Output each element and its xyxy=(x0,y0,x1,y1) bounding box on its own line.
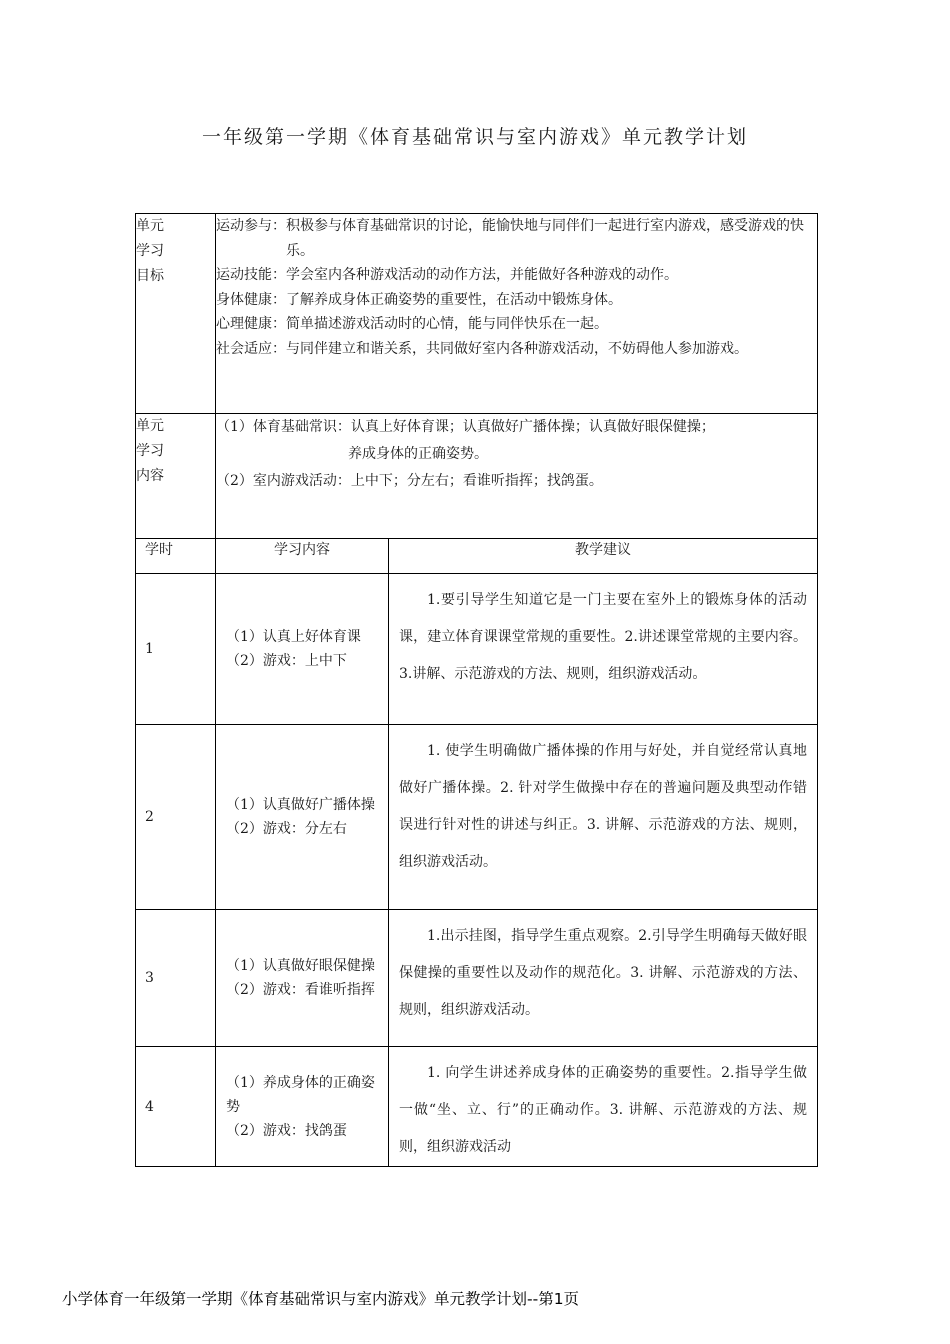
goal-text: 简单描述游戏活动时的心情，能与同伴快乐在一起。 xyxy=(286,316,608,332)
period-number: 2 xyxy=(136,725,216,910)
goals-label-line: 单元 xyxy=(136,218,164,234)
goal-text: 积极参与体育基础常识的讨论，能愉快地与同伴们一起进行室内游戏，感受游戏的快乐。 xyxy=(286,218,804,259)
lesson-line: （2）游戏：找鸽蛋 xyxy=(226,1122,347,1139)
lesson-line: （1）认真做好眼保健操 xyxy=(226,958,375,974)
goals-label xyxy=(136,214,216,414)
teaching-advice: 1. 向学生讲述养成身体的正确姿势的重要性。2.指导学生做一做“坐、立、行”的正确动作。3. 讲解、示范游戏的方法、规则，组织游戏活动 xyxy=(389,1047,818,1167)
header-period: 学时 xyxy=(136,539,216,574)
period-number: 1 xyxy=(136,574,216,725)
lesson-line: （1）认真上好体育课 xyxy=(226,629,361,645)
contents-label-line: 学习 xyxy=(136,443,164,459)
goals-cell xyxy=(216,214,818,414)
lesson-line: （2）游戏：分左右 xyxy=(226,821,347,837)
lesson-line: （1）认真做好广播体操 xyxy=(226,797,375,813)
page-footer: 小学体育一年级第一学期《体育基础常识与室内游戏》单元教学计划--第1页 xyxy=(62,1290,580,1308)
goals-label-line: 目标 xyxy=(136,268,164,284)
goal-text: 了解养成身体正确姿势的重要性，在活动中锻炼身体。 xyxy=(286,291,622,308)
lesson-content xyxy=(216,1047,389,1167)
goal-item xyxy=(216,288,817,313)
contents-cell xyxy=(216,414,818,539)
contents-line: （1）体育基础常识：认真上好体育课；认真做好广播体操；认真做好眼保健操； xyxy=(216,419,715,435)
table-row xyxy=(136,1047,818,1167)
header-content: 学习内容 xyxy=(216,539,389,574)
header-advice: 教学建议 xyxy=(389,539,818,574)
header-row xyxy=(136,539,818,574)
goal-text: 学会室内各种游戏活动的动作方法，并能做好各种游戏的动作。 xyxy=(286,267,678,283)
contents-label-line: 内容 xyxy=(136,468,164,484)
period-number: 3 xyxy=(136,910,216,1047)
goal-item xyxy=(216,312,817,337)
goal-item xyxy=(216,214,817,263)
goal-head: 运动参与： xyxy=(216,218,286,234)
goal-head: 心理健康： xyxy=(216,316,286,332)
contents-row xyxy=(136,414,818,539)
lesson-content xyxy=(216,574,389,725)
goals-label-line: 学习 xyxy=(136,243,164,259)
contents-line: 养成身体的正确姿势。 xyxy=(348,446,488,462)
lesson-content xyxy=(216,725,389,910)
lesson-line: （1）养成身体的正确姿势 xyxy=(226,1074,375,1115)
goal-item xyxy=(216,337,817,362)
plan-table xyxy=(135,213,818,1167)
lesson-line: （2）游戏：看谁听指挥 xyxy=(226,982,375,998)
teaching-advice: 1.要引导学生知道它是一门主要在室外上的锻炼身体的活动课，建立体育课课堂常规的重要性。2.讲述课堂常规的主要内容。3.讲解、示范游戏的方法、规则，组织游戏活动。 xyxy=(389,574,818,725)
contents-label xyxy=(136,414,216,539)
lesson-line: （2）游戏：上中下 xyxy=(226,653,347,669)
goal-item xyxy=(216,263,817,288)
lesson-content xyxy=(216,910,389,1047)
teaching-advice: 1. 使学生明确做广播体操的作用与好处，并自觉经常认真地做好广播体操。2. 针对学生做操中存在的普遍问题及典型动作错误进行针对性的讲述与纠正。3. 讲解、示范游戏的方法、规则，组织游戏活动。 xyxy=(389,725,818,910)
contents-line: （2）室内游戏活动：上中下；分左右；看谁听指挥；找鸽蛋。 xyxy=(216,473,603,489)
page-title: 一年级第一学期《体育基础常识与室内游戏》单元教学计划 xyxy=(201,126,748,148)
goal-text: 与同伴建立和谐关系，共同做好室内各种游戏活动，不妨碍他人参加游戏。 xyxy=(286,340,748,357)
table-row xyxy=(136,910,818,1047)
period-number: 4 xyxy=(136,1047,216,1167)
table-row xyxy=(136,574,818,725)
teaching-advice: 1.出示挂图，指导学生重点观察。2.引导学生明确每天做好眼保健操的重要性以及动作的规范化。3. 讲解、示范游戏的方法、规则，组织游戏活动。 xyxy=(389,910,818,1047)
goal-head: 社会适应： xyxy=(216,340,286,357)
goal-head: 运动技能： xyxy=(216,267,286,283)
goals-row xyxy=(136,214,818,414)
table-row xyxy=(136,725,818,910)
contents-label-line: 单元 xyxy=(136,418,164,434)
goal-head: 身体健康： xyxy=(216,291,286,308)
